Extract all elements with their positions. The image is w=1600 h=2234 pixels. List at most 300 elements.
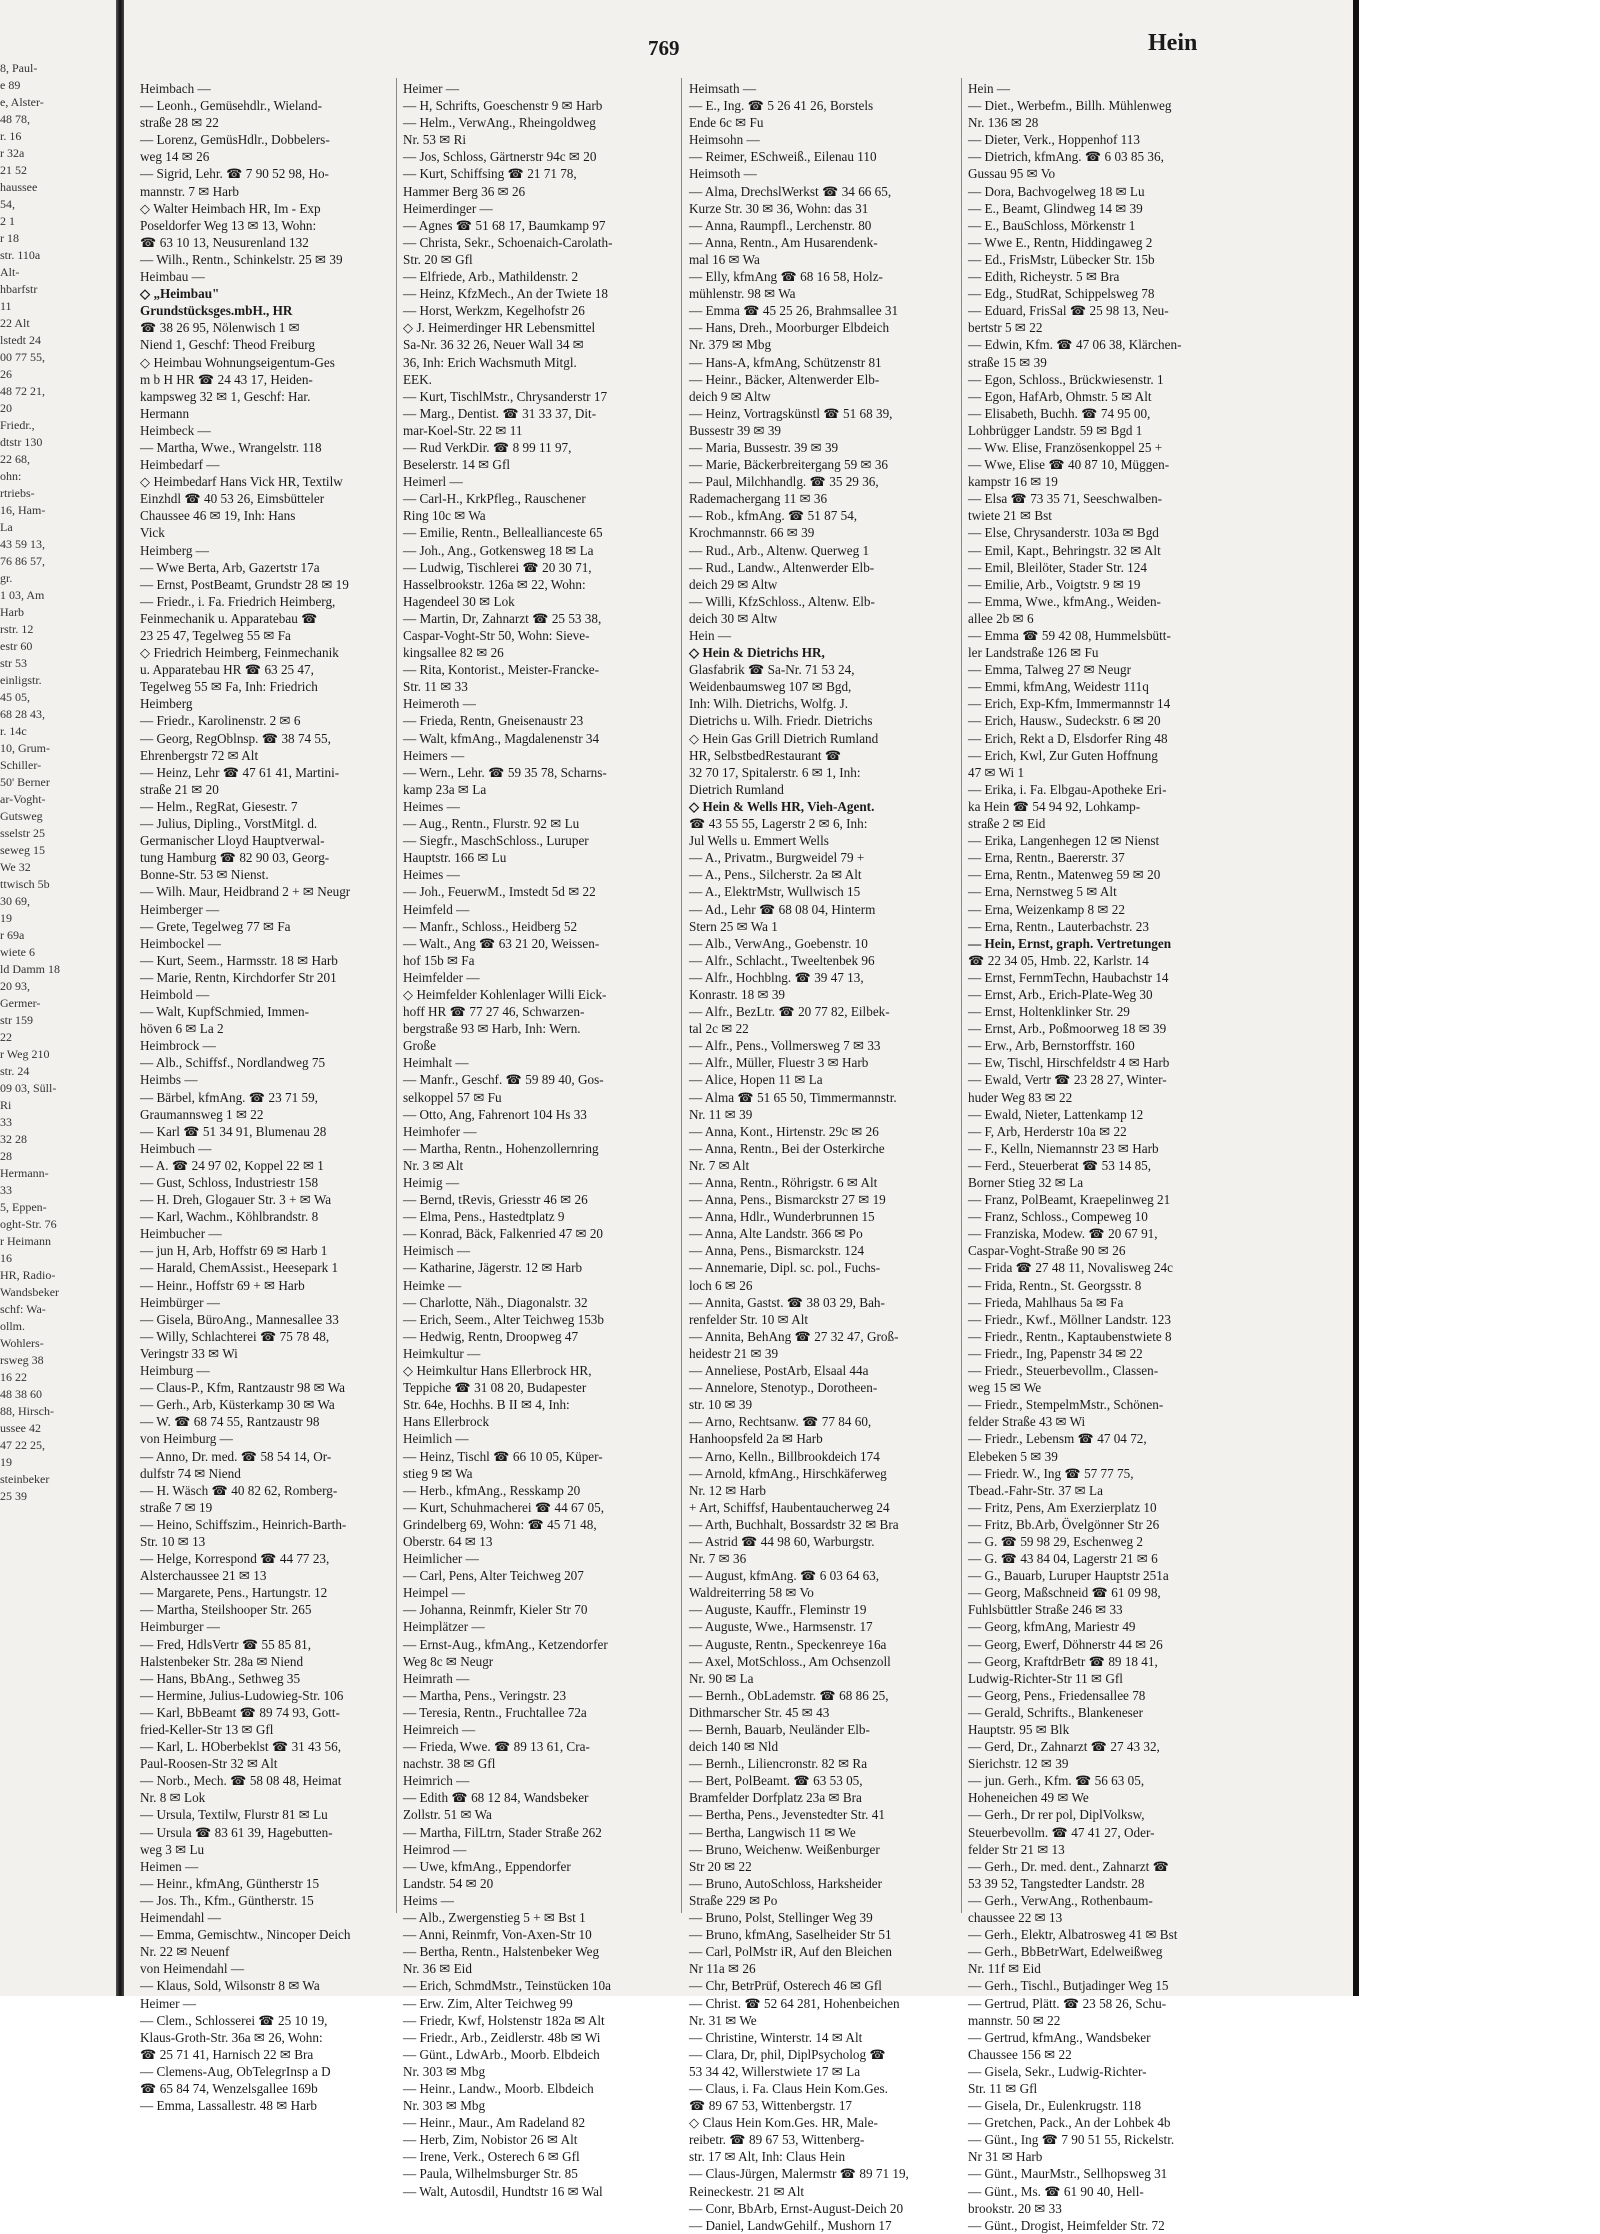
directory-entry-line: reibetr. ☎ 89 67 53, Wittenberg-: [689, 2132, 865, 2148]
directory-entry-line: — Franz, Schloss., Compeweg 10: [968, 1209, 1148, 1225]
left-page-text: e 89: [0, 78, 21, 92]
directory-entry-line: — Anna, Pens., Bismarckstr. 124: [689, 1243, 865, 1259]
directory-entry-line: — Walt, KupfSchmied, Immen-: [140, 1004, 310, 1020]
directory-entry-line: dulfstr 74 ✉ Niend: [140, 1465, 241, 1481]
surname-heading: Heimbach —: [140, 81, 211, 96]
directory-entry-line: Nr. 11 ✉ 39: [689, 1106, 753, 1122]
left-page-text: 22 Alt: [0, 316, 30, 330]
directory-entry-line: Sa-Nr. 36 32 26, Neuer Wall 34 ✉: [403, 337, 584, 353]
directory-entry-line: — Friedr., Arb., Zeidlerstr. 48b ✉ Wi: [403, 2029, 601, 2045]
directory-entry-line: — Fritz, Bb.Arb, Övelgönner Str 26: [968, 1516, 1160, 1532]
directory-entry-line: — August, kfmAng. ☎ 6 03 64 63,: [689, 1568, 880, 1584]
directory-entry-line: ◇ Claus Hein Kom.Ges. HR, Male-: [689, 2115, 878, 2131]
left-page-text: 26: [0, 367, 12, 381]
surname-heading: Heimrod —: [403, 1841, 467, 1857]
left-page-text: schf: Wa-: [0, 1302, 46, 1316]
directory-entry-line: — Erna, Weizenkamp 8 ✉ 22: [968, 901, 1125, 917]
left-page-text: 76 86 57,: [0, 554, 45, 568]
directory-entry-line: — Hans, BbAng., Sethweg 35: [140, 1670, 301, 1686]
surname-heading: Heimes —: [403, 798, 460, 814]
directory-entry-line: brookstr. 20 ✉ 33: [968, 2200, 1062, 2216]
directory-entry-line: felder Str 21 ✉ 13: [968, 1841, 1065, 1857]
running-head: Hein: [1148, 30, 1198, 56]
directory-entry-line: — G. ☎ 59 98 29, Eschenweg 2: [968, 1533, 1144, 1549]
directory-entry-line: — Paul, Milchhandlg. ☎ 35 29 36,: [689, 474, 879, 490]
surname-heading: Hein —: [968, 81, 1011, 96]
directory-entry-line: — Wern., Lehr. ☎ 59 35 78, Scharns-: [403, 764, 607, 780]
directory-entry-line: — Alfr., BezLtr. ☎ 20 77 82, Eilbek-: [689, 1004, 890, 1020]
directory-entry-line: deich 140 ✉ Nld: [689, 1739, 779, 1755]
directory-entry-line: — Frieda, Wwe. ☎ 89 13 61, Cra-: [403, 1739, 590, 1755]
directory-entry-line: — Erich, Exp-Kfm, Immermannstr 14: [968, 696, 1171, 712]
page-number: 769: [648, 36, 680, 60]
directory-entry-line: Nr. 7 ✉ 36: [689, 1551, 747, 1567]
surname-heading: Heimrath —: [403, 1670, 470, 1686]
left-page-text: hbarfstr: [0, 282, 38, 296]
left-page-text: 30 69,: [0, 894, 30, 908]
directory-entry-line: — Erna, Rentn., Matenweg 59 ✉ 20: [968, 867, 1161, 883]
directory-entry-line: EEK.: [403, 371, 432, 387]
directory-entry-line: mal 16 ✉ Wa: [689, 251, 760, 267]
directory-entry-line: — Erna, Rentn., Lauterbachstr. 23: [968, 918, 1149, 934]
directory-entry-line: felder Straße 43 ✉ Wi: [968, 1414, 1086, 1430]
directory-entry-line: Tegelweg 55 ✉ Fa, Inh: Friedrich: [140, 679, 318, 695]
left-page-text: 25 39: [0, 1489, 27, 1503]
directory-entry-line: — Erika, i. Fa. Elbgau-Apotheke Eri-: [968, 781, 1167, 797]
directory-entry-line: — Martha, Rentn., Hohenzollernring: [403, 1140, 599, 1156]
directory-entry-line: Zollstr. 51 ✉ Wa: [403, 1807, 492, 1823]
directory-entry-line: Grindelberg 69, Wohn: ☎ 45 71 48,: [403, 1516, 597, 1532]
surname-heading: Heimen —: [140, 1858, 199, 1874]
left-page-text: 32 28: [0, 1132, 27, 1146]
directory-entry-line: Vick: [140, 525, 165, 541]
directory-entry-line: — Kurt, Seem., Harmsstr. 18 ✉ Harb: [140, 952, 338, 968]
directory-entry-line: Str. 10 ✉ 13: [140, 1533, 206, 1549]
directory-entry-line: Jul Wells u. Emmert Wells: [689, 833, 829, 849]
directory-entry-line: — Christine, Winterstr. 14 ✉ Alt: [689, 2029, 863, 2045]
directory-entry-line: — Emmi, kfmAng, Weidestr 111q: [968, 679, 1149, 695]
directory-entry-line: — Frieda, Rentn, Gneisenaustr 23: [403, 713, 584, 729]
directory-entry-line: Große: [403, 1038, 436, 1054]
directory-entry-line: — Joh., Ang., Gotkensweg 18 ✉ La: [403, 542, 594, 558]
directory-entry-line: — Norb., Mech. ☎ 58 08 48, Heimat: [140, 1773, 342, 1789]
left-page-text: sselstr 25: [0, 826, 45, 840]
directory-entry-line: — Harald, ChemAssist., Heesepark 1: [140, 1260, 339, 1276]
directory-entry-line: — Alma ☎ 51 65 50, Timmermannstr.: [689, 1089, 897, 1105]
directory-entry-line: — Emma, Gemischtw., Nincoper Deich: [140, 1927, 351, 1943]
left-page-text: r. 14c: [0, 724, 27, 738]
directory-entry-line: stieg 9 ✉ Wa: [403, 1465, 473, 1481]
directory-entry-line: — Bertha, Rentn., Halstenbeker Weg: [403, 1944, 600, 1960]
left-page-text: 2 1: [0, 214, 15, 228]
directory-entry-line: — Herb., kfmAng., Resskamp 20: [403, 1482, 581, 1498]
left-page-text: 09 03, Süll-: [0, 1081, 57, 1095]
directory-entry-line: — Gust, Schloss, Industriestr 158: [140, 1175, 319, 1190]
directory-entry-line: ☎ 89 67 53, Wittenbergstr. 17: [689, 2098, 853, 2114]
left-page-fragment: [0, 60, 112, 1920]
directory-entry-line: — Elma, Pens., Hastedtplatz 9: [403, 1209, 565, 1225]
directory-entry-line: Heimberg: [140, 696, 193, 712]
directory-entry-line: Elebeken 5 ✉ 39: [968, 1448, 1058, 1464]
directory-entry-line: — Ursula ☎ 83 61 39, Hagebutten-: [140, 1824, 333, 1840]
directory-entry-line: — Ernst, PostBeamt, Grundstr 28 ✉ 19: [140, 576, 349, 592]
directory-entry-line: straße 21 ✉ 20: [140, 781, 219, 797]
directory-entry-line: — Georg, RegOblnsp. ☎ 38 74 55,: [140, 730, 331, 746]
directory-entry-line: — Annelore, Stenotyp., Dorotheen-: [689, 1380, 878, 1396]
directory-entry-line: — Astrid ☎ 44 98 60, Warburgstr.: [689, 1533, 875, 1549]
directory-entry-line: — Daniel, LandwGehilf., Mushorn 17: [689, 2217, 892, 2233]
directory-entry-line: Niend 1, Geschf: Theod Freiburg: [140, 337, 315, 353]
directory-entry-line: Nr. 303 ✉ Mbg: [403, 2063, 486, 2079]
directory-entry-line: — Teresia, Rentn., Fruchtallee 72a: [403, 1704, 587, 1720]
left-page-text: seweg 15: [0, 843, 45, 857]
left-page-text: Germer-: [0, 996, 41, 1010]
directory-entry-line: — Emil, Kapt., Behringstr. 32 ✉ Alt: [968, 542, 1161, 558]
left-page-text: 22 68,: [0, 452, 30, 466]
left-page-text: Schiller-: [0, 758, 42, 772]
directory-entry-line: Waldreiterring 58 ✉ Vo: [689, 1585, 814, 1601]
directory-entry-line: — Emil, Bleilöter, Stader Str. 124: [968, 559, 1147, 575]
directory-entry-line: — A., Privatm., Burgweidel 79 +: [689, 850, 865, 866]
left-page-text: 11: [0, 299, 12, 313]
surname-heading: Heimlich —: [403, 1431, 469, 1447]
directory-entry-line: weg 15 ✉ We: [968, 1380, 1042, 1396]
directory-entry-line: — jun. Gerh., Kfm. ☎ 56 63 05,: [968, 1773, 1145, 1789]
directory-entry-line: — Gerh., Arb, Küsterkamp 30 ✉ Wa: [140, 1397, 335, 1413]
directory-entry-line: Weidenbaumsweg 107 ✉ Bgd,: [689, 679, 852, 695]
directory-entry-line: — Ernst-Aug., kfmAng., Ketzendorfer: [403, 1636, 608, 1652]
directory-entry-line: Kurze Str. 30 ✉ 36, Wohn: das 31: [689, 200, 869, 216]
left-page-text: ollm.: [0, 1319, 26, 1333]
left-page-text: ttwisch 5b: [0, 877, 50, 891]
left-page-text: str. 24: [0, 1064, 30, 1078]
left-page-text: 16: [0, 1251, 12, 1265]
directory-entry-line: Bussestr 39 ✉ 39: [689, 422, 782, 438]
directory-entry-line: — Hans-A, kfmAng, Schützenstr 81: [689, 354, 882, 370]
directory-entry-line: — Emma ☎ 59 42 08, Hummelsbütt-: [968, 628, 1171, 643]
directory-entry-line: — Edith ☎ 68 12 84, Wandsbeker: [403, 1790, 589, 1806]
surname-heading: Heimbs —: [140, 1072, 198, 1088]
directory-entry-line: — Hein, Ernst, graph. Vertretungen: [968, 935, 1172, 951]
directory-entry-line: — Gerh., VerwAng., Rothenbaum-: [968, 1892, 1153, 1908]
book-gutter: [116, 0, 124, 1996]
directory-entry-line: — G., Bauarb, Luruper Hauptstr 251a: [968, 1568, 1169, 1584]
left-page-text: str 53: [0, 656, 27, 670]
left-page-text: wiete 6: [0, 945, 35, 959]
directory-entry-line: — Gisela, Dr., Eulenkrugstr. 118: [968, 2098, 1142, 2114]
directory-entry-line: Ring 10c ✉ Wa: [403, 508, 486, 524]
directory-entry-line: — Gerh., Tischl., Butjadinger Weg 15: [968, 1978, 1169, 1994]
directory-column-3: [689, 80, 961, 2233]
directory-entry-line: kingsallee 82 ✉ 26: [403, 645, 504, 661]
directory-entry-line: — Hans, Dreh., Moorburger Elbdeich: [689, 320, 890, 336]
directory-entry-line: — Martha, Pens., Veringstr. 23: [403, 1687, 567, 1703]
directory-entry-line: — Dietrich, kfmAng. ☎ 6 03 85 36,: [968, 149, 1164, 165]
left-page-text: Hermann-: [0, 1166, 49, 1180]
left-page-text: 1 03, Am: [0, 588, 45, 602]
surname-heading: Heimrich —: [403, 1773, 470, 1789]
left-page-text: 33: [0, 1183, 12, 1197]
directory-entry-line: Straße 229 ✉ Po: [689, 1892, 778, 1908]
directory-entry-line: mannstr. 7 ✉ Harb: [140, 183, 239, 199]
surname-heading: Heimlicher —: [403, 1551, 479, 1567]
directory-entry-line: — Carl, PolMstr iR, Auf den Bleichen: [689, 1944, 892, 1960]
directory-entry-line: — Georg, KraftdrBetr ☎ 89 18 41,: [968, 1653, 1158, 1669]
directory-entry-line: — Christ. ☎ 52 64 281, Hohenbeichen: [689, 1995, 900, 2011]
directory-entry-line: — Alma, DrechslWerkst ☎ 34 66 65,: [689, 183, 892, 199]
surname-heading: Heimig —: [403, 1175, 460, 1190]
directory-entry-line: heidestr 21 ✉ 39: [689, 1345, 779, 1361]
directory-entry-line: — Walt., Ang ☎ 63 21 20, Weissen-: [403, 935, 600, 951]
directory-entry-line: Reineckestr. 21 ✉ Alt: [689, 2183, 805, 2199]
directory-entry-line: — Katharine, Jägerstr. 12 ✉ Harb: [403, 1260, 583, 1276]
directory-entry-line: — Alfr., Müller, Fluestr 3 ✉ Harb: [689, 1055, 869, 1071]
directory-entry-line: str. 10 ✉ 39: [689, 1397, 753, 1413]
directory-entry-line: ☎ 43 55 55, Lagerstr 2 ✉ 6, Inh:: [689, 816, 868, 832]
directory-entry-line: — Friedr., Ing, Papenstr 34 ✉ 22: [968, 1345, 1143, 1361]
directory-entry-line: fried-Keller-Str 13 ✉ Gfl: [140, 1722, 274, 1737]
directory-entry-line: — Erw. Zim, Alter Teichweg 99: [403, 1995, 573, 2011]
surname-heading: Heimer —: [140, 1995, 197, 2011]
left-page-text: lstedt 24: [0, 333, 41, 347]
directory-entry-line: str. 17 ✉ Alt, Inh: Claus Hein: [689, 2149, 846, 2165]
directory-entry-line: — Johanna, Reinmfr, Kieler Str 70: [403, 1602, 588, 1618]
directory-entry-line: huder Weg 83 ✉ 22: [968, 1089, 1073, 1105]
directory-entry-line: — Clem., Schlosserei ☎ 25 10 19,: [140, 2012, 328, 2028]
directory-entry-line: — Ewald, Vertr ☎ 23 28 27, Winter-: [968, 1072, 1167, 1088]
directory-entry-line: ☎ 63 10 13, Neusurenland 132: [140, 234, 309, 250]
directory-entry-line: Hagendeel 30 ✉ Lok: [403, 593, 515, 609]
directory-entry-line: — Bruno, Weichenw. Weißenburger: [689, 1841, 880, 1857]
directory-entry-line: mannstr. 50 ✉ 22: [968, 2012, 1061, 2028]
directory-entry-line: — Heinr., Bäcker, Altenwerder Elb-: [689, 371, 880, 387]
directory-entry-line: 53 39 52, Tangstedter Landstr. 28: [968, 1875, 1145, 1891]
directory-entry-line: Einzhdl ☎ 40 53 26, Eimsbütteler: [140, 491, 325, 507]
directory-entry-line: Hans Ellerbrock: [403, 1414, 490, 1430]
directory-entry-line: — Eduard, FrisSal ☎ 25 98 13, Neu-: [968, 303, 1169, 319]
directory-entry-line: — Martha, Steilshooper Str. 265: [140, 1602, 312, 1618]
directory-entry-line: Caspar-Voght-Straße 90 ✉ 26: [968, 1243, 1126, 1259]
directory-entry-line: weg 14 ✉ 26: [140, 149, 210, 165]
directory-entry-line: — Otto, Ang, Fahrenort 104 Hs 33: [403, 1106, 587, 1122]
directory-entry-line: — A. ☎ 24 97 02, Koppel 22 ✉ 1: [140, 1157, 324, 1173]
directory-entry-line: kampstr 16 ✉ 19: [968, 474, 1058, 490]
directory-entry-line: Alsterchaussee 21 ✉ 13: [140, 1568, 267, 1584]
directory-entry-line: 32 70 17, Spitalerstr. 6 ✉ 1, Inh:: [689, 764, 861, 780]
directory-entry-line: — Heinz, Tischl ☎ 66 10 05, Küper-: [403, 1448, 603, 1464]
left-page-text: Friedr.,: [0, 418, 35, 432]
directory-entry-line: Dietrich Rumland: [689, 781, 784, 797]
directory-entry-line: nachstr. 38 ✉ Gfl: [403, 1756, 496, 1772]
directory-entry-line: — Siegfr., MaschSchloss., Luruper: [403, 833, 589, 849]
surname-heading: Heimbau —: [140, 269, 205, 285]
directory-entry-line: ◇ „Heimbau": [140, 286, 220, 302]
directory-entry-line: + Art, Schiffsf, Haubentaucherweg 24: [689, 1499, 890, 1515]
directory-entry-line: — Anni, Reinmfr, Von-Axen-Str 10: [403, 1927, 592, 1943]
surname-heading: Heimfelder —: [403, 969, 480, 985]
surname-heading: Heimkultur —: [403, 1345, 481, 1361]
left-page-text: 48 78,: [0, 112, 30, 126]
directory-entry-line: Dietrichs u. Wilh. Friedr. Dietrichs: [689, 713, 873, 729]
directory-entry-line: — Anna, Pens., Bismarckstr 27 ✉ 19: [689, 1192, 886, 1208]
directory-entry-line: ler Landstraße 126 ✉ Fu: [968, 645, 1099, 661]
directory-entry-line: — jun H, Arb, Hoffstr 69 ✉ Harb 1: [140, 1243, 328, 1259]
directory-entry-line: — Carl, Pens, Alter Teichweg 207: [403, 1568, 584, 1584]
directory-entry-line: — Martha, Wwe., Wrangelstr. 118: [140, 439, 322, 455]
directory-entry-line: — F, Arb, Herderstr 10a ✉ 22: [968, 1123, 1127, 1139]
directory-entry-line: — Anna, Raumpfl., Lerchenstr. 80: [689, 217, 872, 233]
surname-heading: Heimhalt —: [403, 1055, 469, 1071]
directory-entry-line: — Irene, Verk., Osterech 6 ✉ Gfl: [403, 2149, 580, 2165]
directory-entry-line: — Bruno, Polst, Stellinger Weg 39: [689, 1910, 873, 1926]
directory-entry-line: — Maria, Bussestr. 39 ✉ 39: [689, 439, 839, 455]
directory-entry-line: — Margarete, Pens., Hartungstr. 12: [140, 1585, 328, 1601]
surname-heading: Heimbrock —: [140, 1038, 216, 1054]
directory-entry-line: — Diet., Werbefm., Billh. Mühlenweg: [968, 98, 1172, 114]
column-rule: [961, 78, 962, 1913]
directory-entry-line: straße 15 ✉ 39: [968, 354, 1047, 370]
directory-entry-line: — Friedr., Kwf., Möllner Landstr. 123: [968, 1311, 1171, 1327]
left-page-text: 88, Hirsch-: [0, 1404, 54, 1418]
directory-entry-line: — Annita, BehAng ☎ 27 32 47, Groß-: [689, 1328, 899, 1344]
directory-entry-line: — Claus-P., Kfm, Rantzaustr 98 ✉ Wa: [140, 1380, 345, 1396]
directory-entry-line: — A., Pens., Silcherstr. 2a ✉ Alt: [689, 867, 862, 883]
directory-entry-line: Chaussee 156 ✉ 22: [968, 2046, 1072, 2062]
directory-entry-line: — Marg., Dentist. ☎ 31 33 37, Dit-: [403, 405, 597, 421]
directory-entry-line: — Gisela, BüroAng., Mannesallee 33: [140, 1311, 339, 1327]
surname-heading: Heimsath —: [689, 81, 757, 96]
directory-entry-line: — Axel, MotSchloss., Am Ochsenzoll: [689, 1653, 891, 1669]
left-page-text: 8, Paul-: [0, 61, 38, 75]
directory-entry-line: — Clara, Dr, phil, DiplPsycholog ☎: [689, 2046, 886, 2062]
directory-entry-line: ◇ Hein & Dietrichs HR,: [689, 645, 825, 661]
directory-entry-line: mar-Koel-Str. 22 ✉ 11: [403, 422, 523, 438]
directory-entry-line: — Emma, Wwe., kfmAng., Weiden-: [968, 593, 1161, 609]
directory-entry-line: — Rud VerkDir. ☎ 8 99 11 97,: [403, 439, 572, 455]
directory-entry-line: — Frieda, Mahlhaus 5a ✉ Fa: [968, 1294, 1124, 1310]
directory-entry-line: Steuerbevollm. ☎ 47 41 27, Oder-: [968, 1824, 1155, 1840]
directory-entry-line: — Friedr, Kwf, Holstenstr 182a ✉ Alt: [403, 2012, 605, 2028]
directory-entry-line: — Heino, Schiffszim., Heinrich-Barth-: [140, 1516, 347, 1532]
directory-entry-line: — Karl, L. HOberbeklst ☎ 31 43 56,: [140, 1739, 342, 1755]
surname-heading: Heims —: [403, 1892, 454, 1908]
directory-entry-line: Hasselbrookstr. 126a ✉ 22, Wohn:: [403, 576, 586, 592]
directory-entry-line: — Erich, Seem., Alter Teichweg 153b: [403, 1311, 604, 1327]
directory-entry-line: — Claus-Jürgen, Malermstr ☎ 89 71 19,: [689, 2166, 909, 2182]
directory-entry-line: ka Hein ☎ 54 94 92, Lohkamp-: [968, 798, 1141, 814]
left-page-text: La: [0, 520, 13, 534]
directory-entry-line: Nr. 12 ✉ Harb: [689, 1482, 766, 1498]
directory-entry-line: ☎ 22 34 05, Hmb. 22, Karlstr. 14: [968, 952, 1149, 968]
directory-column-1: [140, 80, 412, 2114]
directory-entry-line: — Ww. Elise, Französenkoppel 25 +: [968, 439, 1163, 455]
directory-entry-line: — Heinr., Landw., Moorb. Elbdeich: [403, 2080, 594, 2096]
directory-entry-line: — G. ☎ 43 84 04, Lagerstr 21 ✉ 6: [968, 1551, 1158, 1567]
directory-entry-line: — Erich, SchmdMstr., Teinstücken 10a: [403, 1978, 611, 1994]
directory-entry-line: — Martin, Dr, Zahnarzt ☎ 25 53 38,: [403, 610, 602, 626]
left-page-text: 10, Grum-: [0, 741, 50, 755]
directory-entry-line: Poseldorfer Weg 13 ✉ 13, Wohn:: [140, 217, 317, 233]
directory-entry-line: deich 30 ✉ Altw: [689, 610, 778, 626]
left-page-text: rtriebs-: [0, 486, 35, 500]
directory-entry-line: — Julius, Dipling., VorstMitgl. d.: [140, 816, 318, 832]
directory-entry-line: — Emma ☎ 45 25 26, Brahmsallee 31: [689, 303, 899, 319]
directory-entry-line: — Erich, Rekt a D, Elsdorfer Ring 48: [968, 730, 1168, 746]
directory-entry-line: hoff HR ☎ 77 27 46, Schwarzen-: [403, 1004, 585, 1020]
directory-entry-line: — Gertrud, Plätt. ☎ 23 58 26, Schu-: [968, 1995, 1167, 2011]
directory-entry-line: — Alb., VerwAng., Goebenstr. 10: [689, 935, 868, 951]
directory-entry-line: — Friedr. W., Ing ☎ 57 77 75,: [968, 1465, 1134, 1481]
left-page-text: HR, Radio-: [0, 1268, 56, 1282]
directory-entry-line: Str. 64e, Hochhs. B II ✉ 4, Inh:: [403, 1397, 570, 1413]
left-page-text: 48 72 21,: [0, 384, 45, 398]
directory-entry-line: — Christa, Sekr., Schoenaich-Carolath-: [403, 234, 613, 250]
directory-entry-line: straße 7 ✉ 19: [140, 1499, 213, 1515]
left-page-text: 19: [0, 911, 12, 925]
directory-entry-line: ☎ 38 26 95, Nölenwisch 1 ✉: [140, 320, 300, 336]
directory-entry-line: — Joh., FeuerwM., Imstedt 5d ✉ 22: [403, 884, 596, 900]
surname-heading: Heimburger —: [140, 1619, 220, 1635]
directory-entry-line: Str. 20 ✉ Gfl: [403, 251, 473, 267]
directory-entry-line: ◇ Friedrich Heimberg, Feinmechanik: [140, 645, 339, 661]
directory-entry-line: Hauptstr. 95 ✉ Blk: [968, 1722, 1070, 1737]
directory-entry-line: Hammer Berg 36 ✉ 26: [403, 183, 526, 199]
directory-entry-line: — Willi, KfzSchloss., Altenw. Elb-: [689, 593, 875, 609]
directory-entry-line: HR, SelbstbedRestaurant ☎: [689, 747, 842, 763]
directory-entry-line: kamp 23a ✉ La: [403, 781, 487, 797]
directory-entry-line: — Ad., Lehr ☎ 68 08 04, Hinterm: [689, 901, 876, 917]
directory-entry-line: — Agnes ☎ 51 68 17, Baumkamp 97: [403, 217, 606, 233]
directory-entry-line: — Charlotte, Näh., Diagonalstr. 32: [403, 1294, 588, 1310]
directory-entry-line: — Emma, Lassallestr. 48 ✉ Harb: [140, 2098, 317, 2114]
directory-entry-line: — Uwe, kfmAng., Eppendorfer: [403, 1858, 571, 1874]
directory-entry-line: chaussee 22 ✉ 13: [968, 1910, 1063, 1926]
directory-entry-line: — Gerald, Schrifts., Blankeneser: [968, 1704, 1144, 1720]
directory-entry-line: — Friedr., Karolinenstr. 2 ✉ 6: [140, 713, 301, 729]
directory-entry-line: — Heinz, KfzMech., An der Twiete 18: [403, 286, 609, 302]
left-page-text: str 159: [0, 1013, 33, 1027]
left-page-text: steinbeker: [0, 1472, 50, 1486]
directory-entry-line: Nr. 3 ✉ Alt: [403, 1157, 464, 1173]
directory-entry-line: Lohbrügger Landstr. 59 ✉ Bgd 1: [968, 422, 1143, 438]
directory-entry-line: — Kurt, TischlMstr., Chrysanderstr 17: [403, 388, 608, 404]
surname-heading: Heimreich —: [403, 1722, 476, 1737]
directory-entry-line: ◇ Heimbau Wohnungseigentum-Ges: [140, 354, 335, 370]
directory-entry-line: hof 15b ✉ Fa: [403, 952, 475, 968]
directory-entry-line: u. Apparatebau HR ☎ 63 25 47,: [140, 662, 314, 678]
directory-entry-line: kampsweg 32 ✉ 1, Geschf: Har.: [140, 388, 311, 404]
directory-entry-line: — Marie, Bäckerbreitergang 59 ✉ 36: [689, 457, 889, 473]
directory-entry-line: — Friedr., Rentn., Kaptaubenstwiete 8: [968, 1328, 1172, 1344]
directory-entry-line: — Rud., Arb., Altenw. Querweg 1: [689, 542, 870, 558]
surname-heading: Heimbeck —: [140, 422, 211, 438]
directory-entry-line: Krochmannstr. 66 ✉ 39: [689, 525, 815, 541]
directory-entry-line: — Ed., FrisMstr, Lübecker Str. 15b: [968, 251, 1155, 267]
directory-entry-line: — Alfr., Schlacht., Tweeltenbek 96: [689, 952, 875, 968]
surname-heading: Heimhofer —: [403, 1123, 477, 1139]
surname-heading: Heimbürger —: [140, 1294, 220, 1310]
directory-entry-line: — Lorenz, GemüsHdlr., Dobbelers-: [140, 132, 330, 148]
directory-entry-line: — Erna, Rentn., Baererstr. 37: [968, 850, 1125, 866]
surname-heading: Heimbedarf —: [140, 457, 220, 473]
left-page-text: 16 22: [0, 1370, 27, 1384]
directory-entry-line: — Emilie, Rentn., Belleallianceste 65: [403, 525, 603, 541]
directory-entry-line: — Edith, Richeystr. 5 ✉ Bra: [968, 269, 1120, 285]
directory-entry-line: — Manfr., Schloss., Heidberg 52: [403, 918, 578, 934]
directory-entry-line: — A., ElektrMstr, Wullwisch 15: [689, 884, 861, 900]
directory-entry-line: Str. 11 ✉ 33: [403, 679, 468, 695]
directory-entry-line: — Bruno, AutoSchloss, Harksheider: [689, 1875, 883, 1891]
